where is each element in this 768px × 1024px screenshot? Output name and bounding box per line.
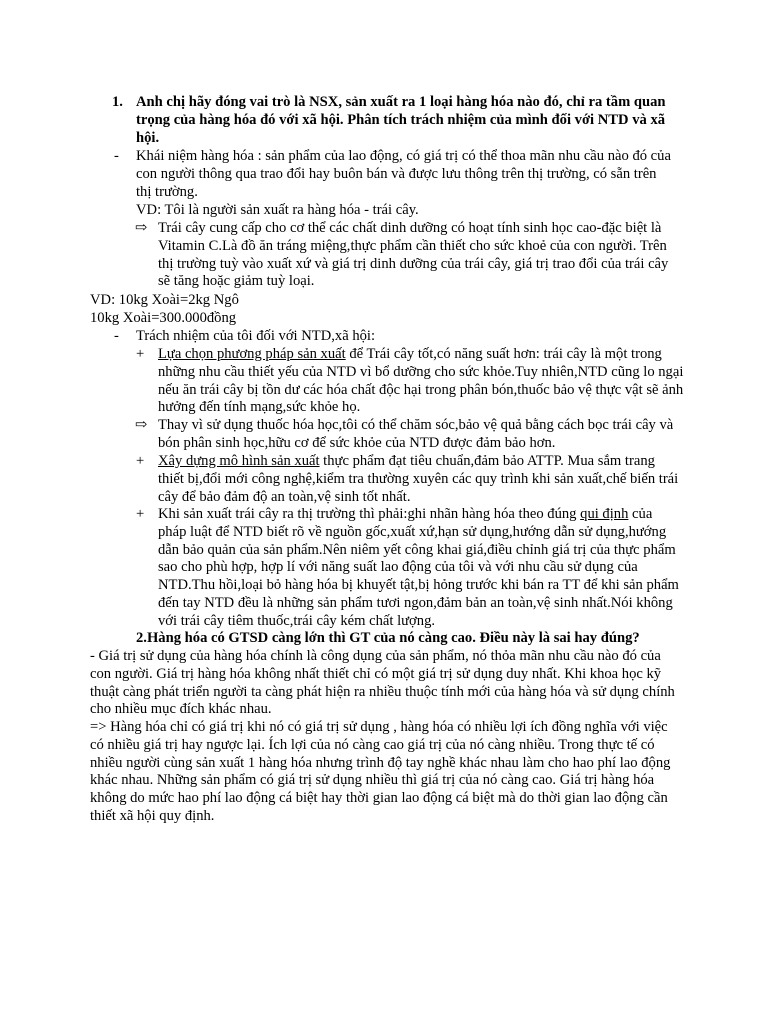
question-2-title: 2.Hàng hóa có GTSD càng lớn thì GT của nó càng cao. Điều này là sai hay đúng? xyxy=(136,630,640,646)
production-method-text: Lựa chọn phương pháp sản xuất xyxy=(158,346,346,362)
responsibility-item-1 xyxy=(158,346,684,417)
fruit-paragraph: Trái cây cung cấp cho cơ thể các chất dinh dưỡng có hoạt tính sinh học cao-đặc biệt là Vitamin C.Là đồ ăn tráng miệng,thực phẩm cần thiết cho sức khoẻ của con người. Trên thị trường tuỳ vào xuất xứ và giá trị dinh dưỡng của trái cây, giá trị trao đổi của trái cây sẽ tăng hoặc giảm tuỳ loại. xyxy=(158,220,669,290)
item-1-arrow-paragraph: Thay vì sử dụng thuốc hóa học,tôi có thể chăm sóc,bảo vệ quả bằng cách bọc trái cây và bón phân sinh học,hữu cơ để sức khỏe của NTD được đảm bảo hơn. xyxy=(158,417,674,451)
item-2-body: thực phẩm đạt tiêu chuẩn,đảm bảo ATTP. Mua sắm trang thiết bị,đổi mới công nghệ,kiểm tra thường xuyên các quy trình khi sản xuất,chế biến trái cây để bảo đảm độ an toàn,vệ sinh tốt nhất. xyxy=(158,453,679,505)
plus-bullet: + xyxy=(136,506,145,522)
item-3-body-start: Khi sản xuất trái cây ra thị trường thì phải:ghi nhãn hàng hóa theo đúng xyxy=(158,506,581,522)
responsibility-item-3 xyxy=(158,506,684,631)
dash-bullet: - xyxy=(114,148,119,164)
responsibility-item-2 xyxy=(158,453,684,506)
plus-bullet: + xyxy=(136,346,145,362)
arrow-bullet-icon: ⇨ xyxy=(135,220,148,236)
goods-definition: Khái niệm hàng hóa : sản phẩm của lao động, có giá trị có thể thoa mãn nhu cầu nào đó của con người thông qua trao đổi hay buôn bán và được lưu thông trên thị trường, có sẵn trên thị trường. xyxy=(136,148,671,200)
example-line: VD: Tôi là người sản xuất ra hàng hóa - trái cây. xyxy=(136,202,419,218)
item-3-body-end: của pháp luật để NTD biết rõ về nguồn gốc,xuất xứ,hạn sử dụng,hướng dẫn sử dụng,hướng dẫn bảo quản của sản phẩm.Nên niêm yết công khai giá,điều chỉnh giá trị của thực phẩm sao cho phù hợp, hợp lí với năng suất lao động của tôi và với nhu cầu sử dụng của NTD.Thu hồi,loại bỏ hàng hóa bị khuyết tật,bị hỏng trước khi bán ra TT để khi sản phẩm đến tay NTD đều là những sản phẩm tươi ngon,đảm bản an toàn,vệ sinh nhất.Nói không với trái cây tiêm thuốc,trái cây kém chất lượng. xyxy=(158,506,679,629)
regulation-text: qui định xyxy=(580,506,629,522)
question-1-title: Anh chị hãy đóng vai trò là NSX, sản xuất ra 1 loại hàng hóa nào đó, chỉ ra tầm quan trọng của hàng hóa đó với xã hội. Phân tích trách nhiệm của mình đối với NTD và xã hội. xyxy=(136,94,666,146)
plus-bullet: + xyxy=(136,453,145,469)
question-1-number: 1. xyxy=(112,94,123,110)
exchange-example-2: 10kg Xoài=300.000đồng xyxy=(90,310,237,326)
use-value-paragraph: - Giá trị sử dụng của hàng hóa chính là công dụng của sản phẩm, nó thỏa mãn nhu cầu nào đó của con người. Giá trị hàng hóa không nhất thiết chỉ có một giá trị sử dụng duy nhất. Khi khoa học kỹ thuật càng phát triển người ta càng phát hiện ra nhiều thuộc tính mới của hàng hóa và sử dụng chính cho nhiều mục đích khác nhau. xyxy=(90,648,675,718)
conclusion-paragraph: => Hàng hóa chỉ có giá trị khi nó có giá trị sử dụng , hàng hóa có nhiều lợi ích đồng nghĩa với việc có nhiều giá trị hay ngược lại. Ích lợi của nó càng cao giá trị của nó càng nhiều. Trong thực tế có nhiều người cùng sản xuất 1 hàng hóa nhưng trình độ tay nghề khác nhau làm cho hao phí lao động khác nhau. Những sản phẩm có giá trị sử dụng nhiều thì giá trị của nó càng cao. Giá trị hàng hóa không do mức hao phí lao động cá biệt hay thời gian lao động cá biệt mà do thời gian lao động cần thiết xã hội quy định. xyxy=(90,719,671,824)
arrow-bullet-icon: ⇨ xyxy=(135,417,148,433)
responsibility-heading: Trách nhiệm của tôi đối với NTD,xã hội: xyxy=(136,328,376,344)
production-model-text: Xây dựng mô hình sản xuất xyxy=(158,453,320,469)
dash-bullet: - xyxy=(114,328,119,344)
exchange-example-1: VD: 10kg Xoài=2kg Ngô xyxy=(90,292,239,308)
item-1-body: để Trái cây tốt,có năng suất hơn: trái cây là một trong những nhu cầu thiết yếu của NTD vì bổ dưỡng cho sức khỏe.Tuy nhiên,NTD cũng lo ngại nếu ăn trái cây bị tồn dư các hóa chất độc hại trong phân bón,thuốc bảo vệ thực vật sẽ ảnh hưởng đến tính mạng,sức khỏe họ. xyxy=(158,346,684,416)
